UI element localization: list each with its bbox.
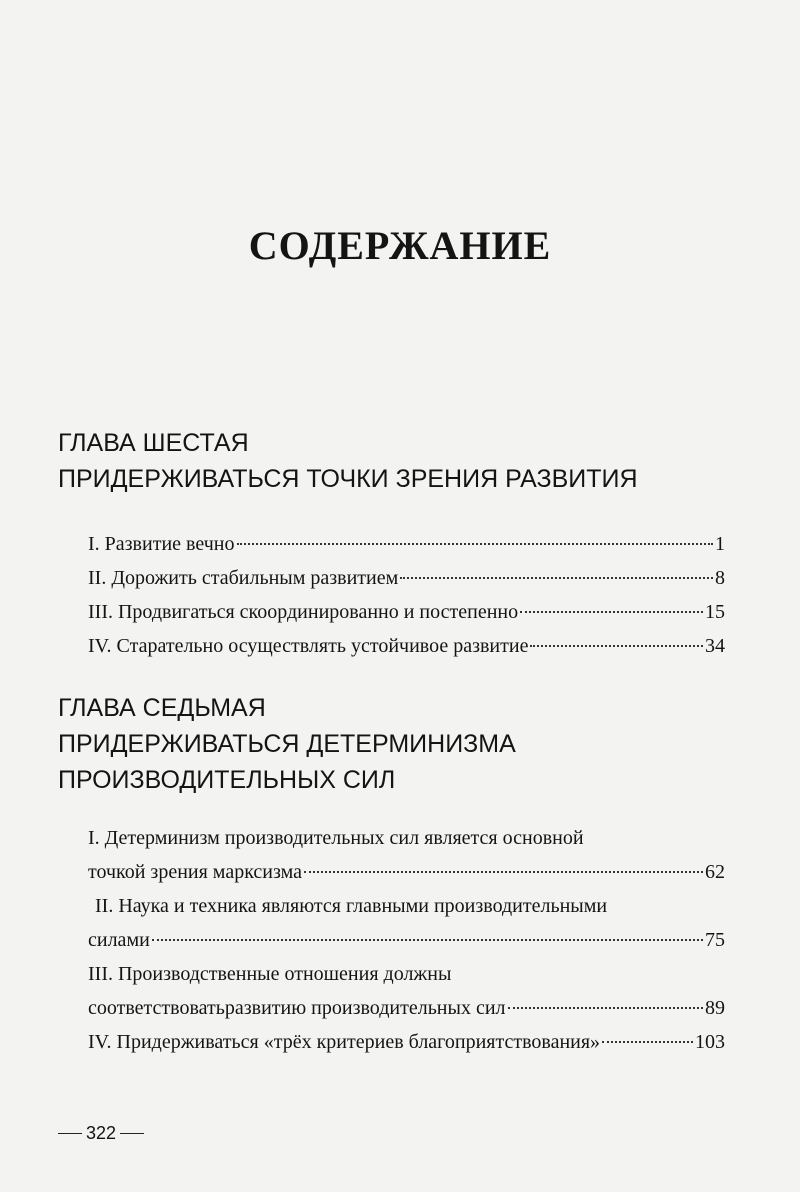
page-title: СОДЕРЖАНИЕ	[248, 223, 552, 268]
dot-leader	[520, 611, 703, 613]
toc-entry[interactable]: III. Продвигаться скоординированно и постепенно 15	[88, 601, 725, 623]
dot-leader	[152, 939, 703, 941]
toc-entry[interactable]: IV. Придерживаться «трёх критериев благоприятствования» 103	[88, 1031, 725, 1053]
chapter-7-entries	[88, 821, 725, 1059]
chapter-6-title: ПРИДЕРЖИВАТЬСЯ ТОЧКИ ЗРЕНИЯ РАЗВИТИЯ	[58, 465, 638, 493]
chapter-7-title-line2: ПРОИЗВОДИТЕЛЬНЫХ СИЛ	[58, 766, 396, 794]
toc-entry[interactable]: IV. Старательно осуществлять устойчивое развитие 34	[88, 635, 725, 657]
dash-right	[120, 1133, 144, 1134]
dot-leader	[237, 543, 714, 545]
toc-entry[interactable]: II. Наука и техника являются главными производительными силами 75	[88, 895, 725, 951]
toc-entry[interactable]: I. Детерминизм производительных сил является основной точкой зрения марксизма 62	[88, 827, 725, 883]
chapter-7-heading	[58, 690, 516, 798]
dash-left	[58, 1133, 82, 1134]
page-number: 322	[54, 1123, 148, 1144]
toc-entry[interactable]: II. Дорожить стабильным развитием 8	[88, 567, 725, 589]
dot-leader	[304, 871, 703, 873]
dot-leader	[508, 1007, 703, 1009]
dot-leader	[602, 1041, 693, 1043]
chapter-6-heading	[58, 425, 638, 497]
dot-leader	[530, 645, 703, 647]
chapter-7-title-line1: ПРИДЕРЖИВАТЬСЯ ДЕТЕРМИНИЗМА	[58, 730, 516, 758]
toc-entry[interactable]: III. Производственные отношения должны соответствоватьразвитию производительных сил 89	[88, 963, 725, 1019]
dot-leader	[400, 577, 713, 579]
chapter-6-label: ГЛАВА ШЕСТАЯ	[58, 429, 249, 457]
chapter-6-entries	[88, 527, 725, 663]
chapter-7-label: ГЛАВА СЕДЬМАЯ	[58, 694, 266, 722]
toc-entry[interactable]: I. Развитие вечно 1	[88, 533, 725, 555]
